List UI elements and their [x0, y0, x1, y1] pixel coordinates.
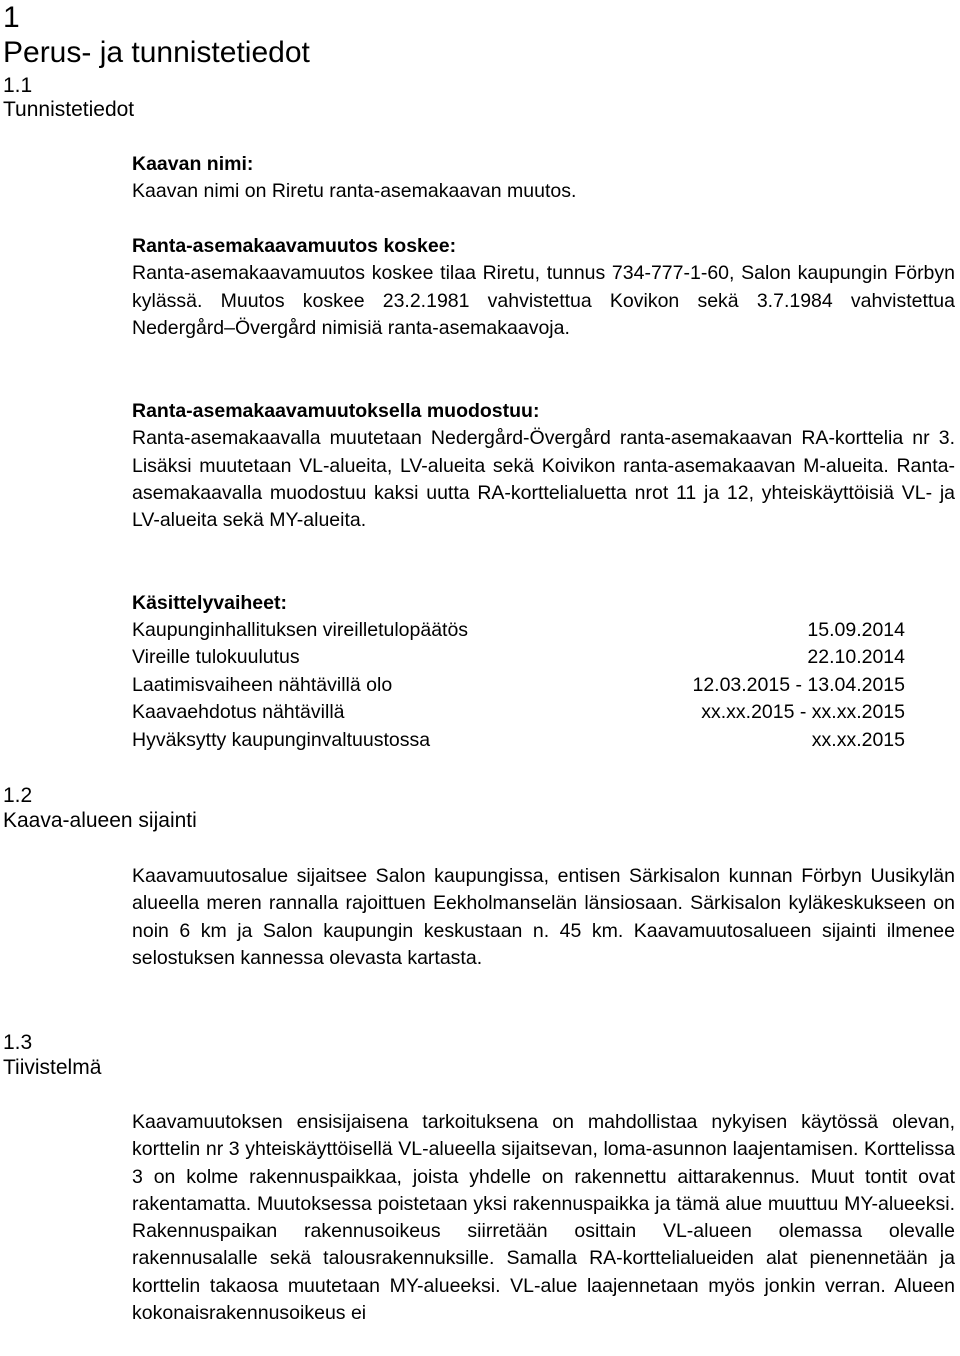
stage-row — [132, 644, 905, 671]
stage-row — [132, 672, 905, 699]
chapter-title: Perus- ja tunnistetiedot — [3, 36, 310, 69]
formed-text: Ranta-asemakaavalla muutetaan Nedergård-Övergård ranta-asemakaavan RA-korttelia nr 3. Lisäksi muutetaan VL-alueita, LV-alueita sekä Koivikon ranta-asemakaavan M-alueita. Ranta-asemakaavalla muodostuu kaksi uutta RA-korttelialuetta nrot 11 ja 12, yhteiskäyttöisiä VL- ja LV-alueita sekä MY-alueita. — [132, 427, 955, 532]
stage-date: xx.xx.2015 — [811, 729, 905, 751]
stage-date: 12.03.2015 - 13.04.2015 — [692, 674, 905, 696]
stage-date: 22.10.2014 — [807, 646, 905, 668]
scope-heading: Ranta-asemakaavamuutos koskee: — [132, 235, 457, 257]
section-title-tiivistelma: Tiivistelmä — [3, 1056, 102, 1079]
stage-label: Hyväksytty kaupunginvaltuustossa — [132, 729, 431, 751]
stage-date: 15.09.2014 — [807, 619, 905, 641]
section-number-1-3: 1.3 — [3, 1031, 33, 1054]
stage-label: Laatimisvaiheen nähtävillä olo — [132, 674, 393, 696]
section-number-1-1: 1.1 — [3, 74, 33, 97]
formed-heading: Ranta-asemakaavamuutoksella muodostuu: — [132, 400, 540, 422]
stage-label: Kaavaehdotus nähtävillä — [132, 701, 345, 723]
formed-block — [132, 398, 955, 534]
scope-block — [132, 233, 955, 342]
plan-name-block — [132, 151, 955, 206]
scope-text: Ranta-asemakaavamuutos koskee tilaa Riretu, tunnus 734-777-1-60, Salon kaupungin Förbyn kylässä. Muutos koskee 23.2.1981 vahvistettua Kovikon sekä 3.7.1984 vahvistettua Nedergård–Övergård nimisiä ranta-asemakaavoja. — [132, 262, 955, 339]
plan-name-text: Kaavan nimi on Riretu ranta-asemakaavan muutos. — [132, 180, 577, 203]
stage-row — [132, 727, 905, 754]
stage-date: xx.xx.2015 - xx.xx.2015 — [701, 701, 905, 723]
summary-text: Kaavamuutoksen ensisijaisena tarkoituksena on mahdollistaa nykyisen käytössä olevan, korttelin nr 3 yhteiskäyttöisellä VL-alueella sijaitsevan, loma-asunnon laajentamisen. Korttelissa 3 on kolme rakennuspaikkaa, joista yhdelle on rakennettu aittarakennus. Muut tontit ovat rakentamatta. Muutoksessa poistetaan yksi rakennuspaikka ja tämä alue muuttuu MY-alueeksi. Rakennuspaikan rakennusoikeus siirretään osittain VL-alueen olemassa olevalle rakennusalalle sekä talousrakennuksille. Samalla RA-korttelialueiden alat pienennetään ja korttelin takaosa muutetaan MY-alueeksi. VL-alue laajennetaan myös jonkin verran. Alueen kokonaisrakennusoikeus ei — [132, 1111, 955, 1325]
stage-label: Vireille tulokuulutus — [132, 646, 300, 668]
stage-row — [132, 699, 905, 726]
location-text: Kaavamuutosalue sijaitsee Salon kaupungissa, entisen Särkisalon kunnan Förbyn Uusikylän alueella meren rannalla rajoittuen Eekholmanselän länsiosaan. Särkisalon kyläkeskukseen on noin 6 km ja Salon kaupungin keskustaan n. 45 km. Kaavamuutosalueen sijainti ilmenee selostuksen kannessa olevasta kartasta. — [132, 865, 955, 969]
stage-row — [132, 617, 905, 644]
section-title-tunnistetiedot: Tunnistetiedot — [3, 98, 135, 121]
plan-name-heading: Kaavan nimi: — [132, 153, 254, 175]
section-number-1-2: 1.2 — [3, 784, 33, 807]
stages-heading: Käsittelyvaiheet: — [132, 592, 287, 614]
section-title-sijainti: Kaava-alueen sijainti — [3, 809, 197, 832]
stage-label: Kaupunginhallituksen vireilletulopäätös — [132, 619, 469, 641]
chapter-number: 1 — [3, 1, 20, 34]
